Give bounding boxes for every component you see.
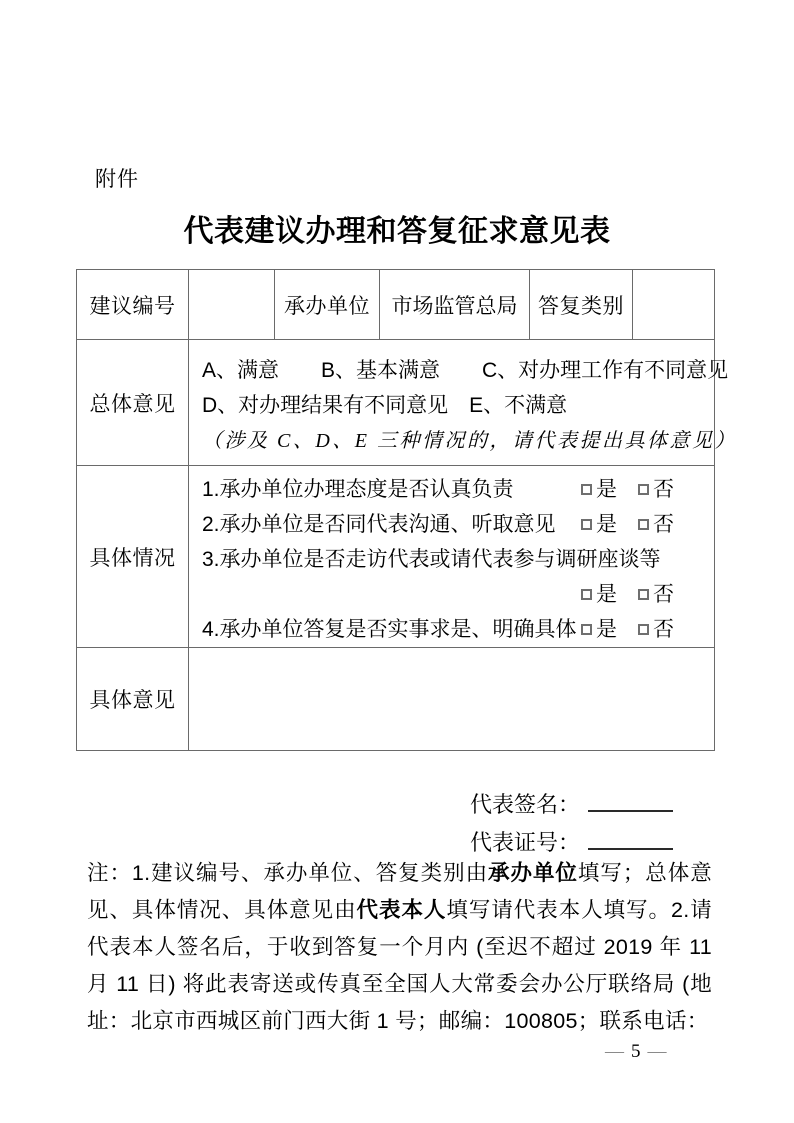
option-no-label: 否: [653, 478, 674, 501]
situation-item-text: 4.承办单位答复是否实事求是、明确具体: [202, 618, 577, 641]
option-yes-label: 是: [596, 478, 617, 501]
situation-item-3: [202, 542, 674, 577]
handling-unit-value: 市场监管总局: [380, 270, 530, 340]
footnote-text: [87, 855, 712, 1040]
signature-name-blank[interactable]: [588, 790, 673, 812]
table-row-overall-opinion: [77, 340, 715, 466]
table-row-comments: [77, 648, 715, 751]
page-number-dash-left: —: [605, 1041, 624, 1062]
reply-category-value-cell[interactable]: [633, 270, 715, 340]
overall-instruction-note: （涉及 C、D、E 三种情况的，请代表提出具体意见）: [202, 430, 737, 452]
page-number-value: 5: [631, 1041, 641, 1062]
signature-id-label: 代表证号：: [470, 830, 581, 855]
option-yes: [581, 472, 617, 507]
signature-id-blank[interactable]: [588, 828, 673, 850]
option-yes: [581, 507, 617, 542]
overall-options-line-2: D、对办理结果有不同意见 E、不满意: [202, 394, 568, 417]
option-no: [638, 577, 674, 612]
yes-no-options: [581, 577, 674, 612]
note-segment: 填写；总体意见、具体情况、具体意见由: [87, 861, 712, 922]
situation-item-2: [202, 507, 674, 542]
checkbox-no-icon[interactable]: [638, 484, 649, 495]
reply-category-label: 答复类别: [530, 270, 633, 340]
checkbox-yes-icon[interactable]: [581, 624, 592, 635]
note-segment-bold: 代表本人: [356, 898, 447, 922]
option-no: [638, 507, 674, 542]
table-row-header: [77, 270, 715, 340]
signature-name-row: [470, 786, 673, 824]
signature-name-label: 代表签名：: [470, 792, 581, 817]
option-yes-label: 是: [596, 583, 617, 606]
overall-options-line-1: A、满意 B、基本满意 C、对办理工作有不同意见: [202, 359, 729, 382]
checkbox-yes-icon[interactable]: [581, 589, 592, 600]
option-yes-label: 是: [596, 618, 617, 641]
table-row-situation: [77, 466, 715, 648]
signature-block: [470, 786, 673, 862]
situation-item-text: 1.承办单位办理态度是否认真负责: [202, 478, 514, 501]
checkbox-no-icon[interactable]: [638, 624, 649, 635]
comments-label: 具体意见: [77, 648, 189, 751]
situation-label: 具体情况: [77, 466, 189, 648]
yes-no-options: [581, 472, 674, 507]
page-number-dash-right: —: [647, 1041, 667, 1062]
checkbox-yes-icon[interactable]: [581, 484, 592, 495]
page-number: [598, 1041, 674, 1063]
option-yes: [581, 577, 617, 612]
situation-item-text: 2.承办单位是否同代表沟通、听取意见: [202, 513, 556, 536]
option-no: [638, 472, 674, 507]
situation-item-3-options: [202, 577, 674, 612]
option-yes-label: 是: [596, 513, 617, 536]
option-yes: [581, 612, 617, 647]
yes-no-options: [581, 612, 674, 647]
overall-opinion-label: 总体意见: [77, 340, 189, 466]
handling-unit-label: 承办单位: [275, 270, 380, 340]
comments-value-cell[interactable]: [189, 648, 715, 751]
note-segment: 填写请代表本人填写。2.请代表本人签名后，于收到答复一个月内 (至迟不超过 2019 年 11 月 11 日) 将此表寄送或传真至全国人大常委会办公厅联络局 (地址：北京市西城区前门西大街 1 号；邮编：100805；联系电话：: [87, 898, 713, 1033]
option-no-label: 否: [653, 583, 674, 606]
suggestion-no-label: 建议编号: [77, 270, 189, 340]
opinion-form-table: [76, 269, 737, 751]
option-no: [638, 612, 674, 647]
suggestion-no-value-cell[interactable]: [189, 270, 275, 340]
page-title: 代表建议办理和答复征求意见表: [183, 215, 611, 248]
checkbox-no-icon[interactable]: [638, 519, 649, 530]
situation-content: [189, 466, 715, 648]
situation-item-text: 3.承办单位是否走访代表或请代表参与调研座谈等: [202, 548, 661, 571]
option-no-label: 否: [653, 513, 674, 536]
situation-item-4: [202, 612, 674, 647]
situation-item-1: [202, 472, 674, 507]
yes-no-options: [581, 507, 674, 542]
note-segment: 注：1.建议编号、承办单位、答复类别由: [87, 861, 489, 885]
note-segment-bold: 承办单位: [488, 861, 578, 885]
checkbox-no-icon[interactable]: [638, 589, 649, 600]
checkbox-yes-icon[interactable]: [581, 519, 592, 530]
overall-opinion-content: [189, 340, 737, 466]
option-no-label: 否: [653, 618, 674, 641]
attachment-label: 附件: [95, 168, 139, 191]
